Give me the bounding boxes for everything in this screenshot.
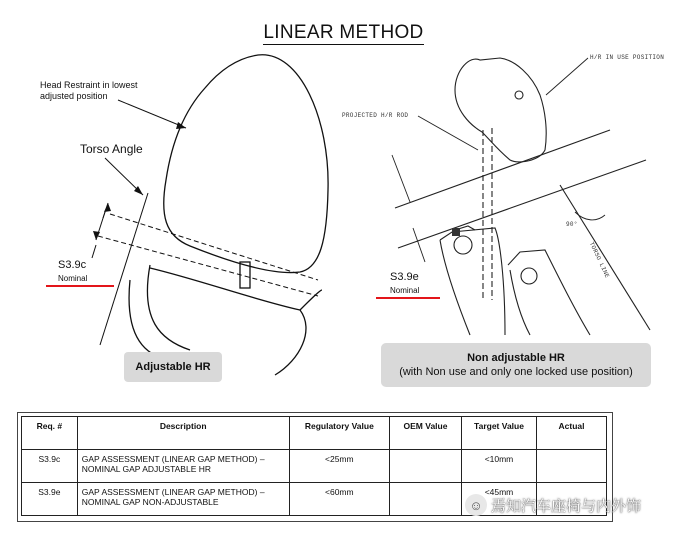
cell-regulatory: <60mm bbox=[289, 483, 389, 516]
torso-line-label: TORSO LINE bbox=[587, 240, 611, 280]
right-torso-line bbox=[560, 185, 650, 330]
header-oem: OEM Value bbox=[390, 417, 462, 450]
header-actual: Actual bbox=[537, 417, 607, 450]
right-red-marker bbox=[376, 297, 440, 299]
hr-in-use-label: H/R IN USE POSITION bbox=[590, 54, 665, 61]
cell-description: GAP ASSESSMENT (LINEAR GAP METHOD) – NOMINAL GAP ADJUSTABLE HR bbox=[77, 450, 289, 483]
cell-req: S3.9e bbox=[22, 483, 78, 516]
page-title: LINEAR METHOD bbox=[263, 22, 424, 43]
adjustable-hr-box: Adjustable HR bbox=[124, 352, 222, 382]
head-restraint-label: Head Restraint in lowest adjusted position bbox=[40, 80, 138, 101]
left-red-marker bbox=[46, 285, 114, 287]
header-description: Description bbox=[77, 417, 289, 450]
watermark bbox=[465, 494, 641, 516]
right-head-restraint-shape bbox=[455, 58, 546, 162]
projected-rod-label: PROJECTED H/R ROD bbox=[342, 112, 409, 119]
left-dashed-line-2 bbox=[98, 236, 318, 296]
left-dashed-line-1 bbox=[110, 214, 318, 280]
header-target: Target Value bbox=[461, 417, 536, 450]
cell-actual bbox=[537, 450, 607, 483]
left-hr-leader bbox=[118, 100, 186, 128]
non-adjustable-hr-box bbox=[381, 343, 651, 387]
non-adjustable-title: Non adjustable HR bbox=[467, 352, 565, 364]
watermark-text: 焉知汽车座椅与内外饰 bbox=[491, 497, 642, 515]
cell-description: GAP ASSESSMENT (LINEAR GAP METHOD) – NOMINAL GAP NON-ADJUSTABLE bbox=[77, 483, 289, 516]
non-adjustable-subtitle: (with Non use and only one locked use position) bbox=[399, 366, 633, 378]
left-torso-line bbox=[100, 193, 148, 345]
right-hr-leader bbox=[546, 58, 588, 95]
left-gap-code: S3.9c bbox=[58, 259, 87, 271]
header-req: Req. # bbox=[22, 417, 78, 450]
cell-oem bbox=[390, 483, 462, 516]
torso-angle-label: Torso Angle bbox=[80, 142, 143, 156]
header-regulatory: Regulatory Value bbox=[289, 417, 389, 450]
wechat-icon: ☺ bbox=[465, 494, 487, 516]
angle-label: 90° bbox=[566, 221, 578, 228]
left-seatback-outline bbox=[129, 265, 190, 360]
cell-oem bbox=[390, 450, 462, 483]
left-head-restraint-shape bbox=[164, 55, 328, 273]
right-gap-dimension bbox=[413, 228, 425, 262]
table-header-row bbox=[22, 417, 607, 450]
right-gap-nominal: Nominal bbox=[390, 286, 420, 295]
left-gap-nominal: Nominal bbox=[58, 274, 88, 283]
cell-regulatory: <25mm bbox=[289, 450, 389, 483]
right-diag-line-1 bbox=[395, 130, 610, 208]
table-row bbox=[22, 450, 607, 483]
right-gap-code: S3.9e bbox=[390, 271, 419, 283]
right-diag-line-2 bbox=[398, 160, 646, 248]
cell-target: <10mm bbox=[461, 450, 536, 483]
cell-req: S3.9c bbox=[22, 450, 78, 483]
cell-target: <45mm bbox=[461, 483, 536, 516]
